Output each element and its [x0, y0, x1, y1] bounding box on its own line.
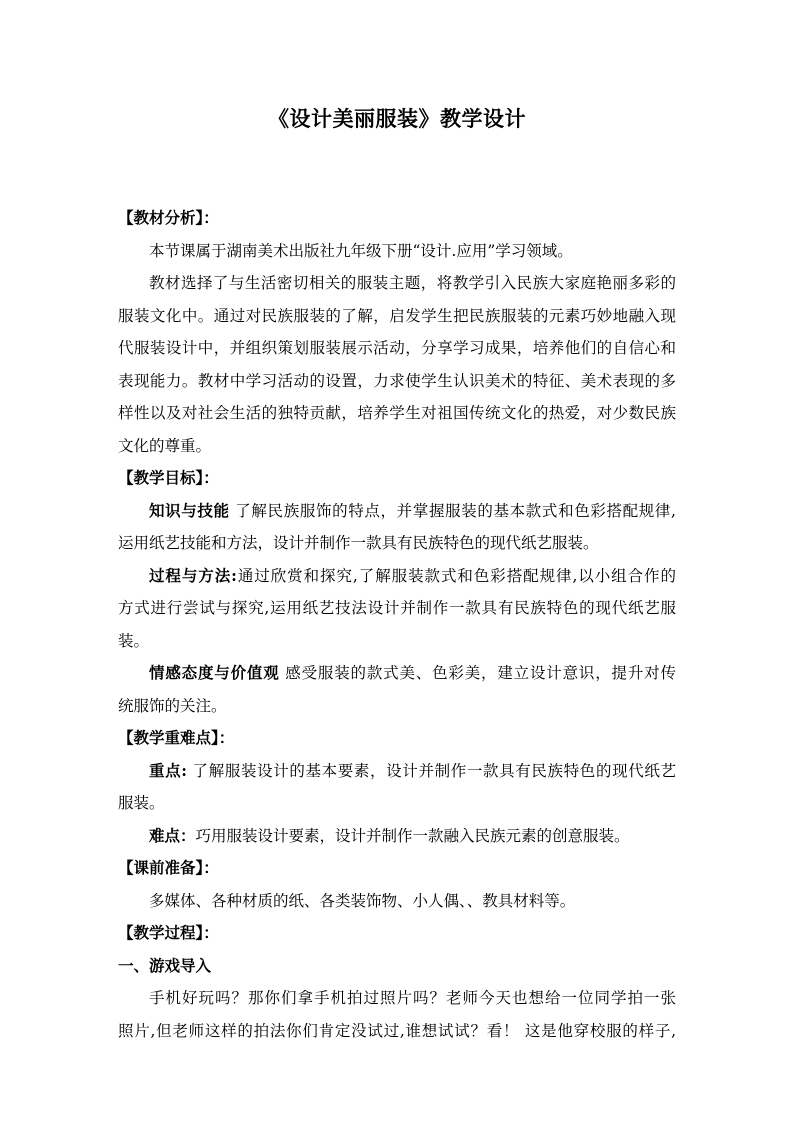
goal-knowledge-line-2: 运用纸艺技能和方法，设计并制作一款具有民族特色的现代纸艺服装。 [118, 534, 599, 552]
goal-process-line-3: 装。 [118, 631, 150, 650]
section-heading-goals: 【教学目标】： [118, 468, 219, 487]
key-point-label: 重点: [149, 760, 187, 780]
goal-knowledge-line [118, 495, 676, 528]
section-heading-preparation: 【课前准备】： [118, 858, 219, 877]
analysis-paragraph-2-line: 表现能力。教材中学习活动的设置，力求使学生认识美术的特征、美术表现的多 [118, 371, 676, 390]
analysis-paragraph-2-line: 样性以及对社会生活的独特贡献，培养学生对祖国传统文化的热爱，对少数民族 [118, 404, 676, 422]
process-step-1-line: 手机好玩吗？那你们拿手机拍过照片吗？老师今天也想给一位同学拍一张 [149, 989, 676, 1007]
goal-emotion-line [118, 657, 676, 690]
difficult-point-line [118, 820, 676, 853]
document-title: 《设计美丽服装》教学设计 [268, 106, 526, 131]
process-step-1-line-2: 照片,但老师这样的拍法你们肯定没试过,谁想试试？看！ 这是他穿校服的样子, [118, 1021, 676, 1040]
preparation-text: 多媒体、各种材质的纸、各类装饰物、小人偶、、教具材料等。 [149, 891, 576, 910]
key-point-line-2: 服装。 [118, 794, 165, 812]
difficult-point-label: 难点： [149, 825, 196, 845]
difficult-point-text: 巧用服装设计要素，设计并制作一款融入民族元素的创意服装。 [195, 826, 630, 845]
document-body [118, 202, 676, 1047]
goal-process-line [118, 560, 676, 593]
key-point-text: 了解服装设计的基本要素，设计并制作一款具有民族特色的现代纸艺 [187, 761, 676, 780]
section-heading-analysis: 【教材分析】： [118, 208, 219, 227]
goal-emotion-line-2: 统服饰的关注。 [118, 696, 227, 715]
goal-process-label: 过程与方法: [149, 565, 237, 585]
key-point-line [118, 755, 676, 788]
goal-process-line-2: 方式进行尝试与探究,运用纸艺技法设计并制作一款具有民族特色的现代纸艺服 [118, 599, 676, 617]
analysis-paragraph-2-line: 教材选择了与生活密切相关的服装主题，将教学引入民族大家庭艳丽多彩的 [149, 274, 676, 292]
goal-emotion-text: 感受服装的款式美、色彩美，建立设计意识，提升对传 [279, 664, 676, 682]
analysis-paragraph-2-line: 服装文化中。通过对民族服装的了解，启发学生把民族服装的元素巧妙地融入现 [118, 306, 676, 325]
goal-knowledge-text: 了解民族服饰的特点，并掌握服装的基本款式和色彩搭配规律, [229, 501, 676, 520]
analysis-paragraph-1: 本节课属于湖南美术出版社九年级下册“设计.应用”学习领域。 [149, 241, 573, 260]
goal-emotion-label: 情感态度与价值观 [149, 663, 280, 682]
document-page [118, 0, 676, 1123]
goal-knowledge-label: 知识与技能 [149, 500, 230, 520]
section-heading-process: 【教学过程】： [118, 923, 219, 942]
analysis-paragraph-2-line: 代服装设计中，并组织策划服装展示活动，分享学习成果，培养他们的自信心和 [118, 339, 676, 357]
analysis-paragraph-2-line: 文化的尊重。 [118, 436, 212, 455]
process-step-1-heading: 一、游戏导入 [118, 955, 212, 975]
section-heading-key-points: 【教学重难点】： [118, 728, 235, 747]
goal-process-text: 通过欣赏和探究,了解服装款式和色彩搭配规律,以小组合作的 [236, 566, 676, 585]
